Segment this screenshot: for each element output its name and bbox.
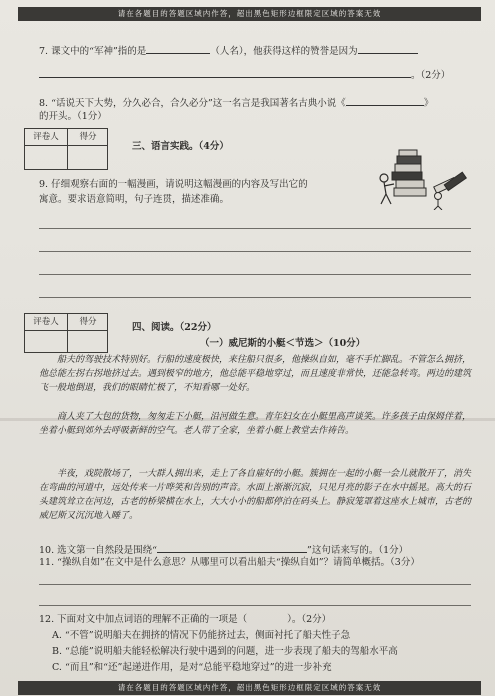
question-11: 11. “操纵自如”在文中是什么意思？从哪里可以看出船夫“操纵自如”？请简单概括。（3分） <box>39 557 420 568</box>
question-7-line2 <box>39 67 450 82</box>
bottom-warning-banner: 请在各题目的答题区域内作答，超出黑色矩形边框限定区域的答案无效 <box>18 681 481 695</box>
question-12-option-b: B. “总能”说明船夫能轻松解决行驶中遇到的问题，进一步表现了船夫的驾船水平高 <box>52 646 398 657</box>
top-warning-banner: 请在各题目的答题区域内作答，超出黑色矩形边框限定区域的答案无效 <box>18 7 481 21</box>
score-box-section-3 <box>24 128 108 170</box>
passage-paragraph-3: 半夜，戏院散场了，一大群人拥出来，走上了各自雇好的小艇。簇拥在一起的小艇一会儿就散开了，消失在弯曲的河道中，远处传来一片哗笑和告别的声音。水面上渐渐沉寂，只见月亮的影子在水中摇晃。高大的石头建筑耸立在河边，古老的桥梁横在水上，大大小小的船都停泊在码头上。静寂笼罩着这座水上城市，古老的威尼斯又沉沉地入睡了。 <box>39 469 472 521</box>
question-7-blank-reason-cont[interactable] <box>39 67 411 78</box>
question-12-option-a: A. “不管”说明船夫在拥挤的情况下仍能挤过去，侧面衬托了船夫性子急 <box>52 630 351 641</box>
question-7-blank-reason[interactable] <box>358 43 418 54</box>
question-7 <box>39 43 418 58</box>
answer-line-q11-2[interactable] <box>39 605 471 606</box>
passage-title: （一）威尼斯的小艇＜节选＞（10分） <box>200 338 366 349</box>
question-8-blank-book[interactable] <box>346 95 424 106</box>
question-10-text-a: 10. 选文第一自然段是围绕“ <box>39 545 157 556</box>
question-9-line2: 寓意。要求语意简明，句子连贯，描述准确。 <box>39 194 230 205</box>
question-8-text-a: 8. “话说天下大势，分久必合，合久必分”这一名言是我国著名古典小说《 <box>39 98 346 109</box>
answer-line-q11-1[interactable] <box>39 584 471 585</box>
score-box-reviewer-label: 评卷人 <box>33 132 59 142</box>
passage-paragraph-2: 商人夹了大包的货物，匆匆走下小艇，沿河做生意。青年妇女在小艇里高声谈笑。许多孩子由保姆伴着，坐着小艇到郊外去呼吸新鲜的空气。老人带了全家，坐着小艇上教堂去作祷告。 <box>39 412 472 436</box>
score-box-score-label: 得分 <box>79 132 97 142</box>
answer-line-q9-3[interactable] <box>39 274 471 275</box>
question-7-blank-name[interactable] <box>146 43 210 54</box>
score-box-section-4 <box>24 313 108 353</box>
question-12-stem: 12. 下面对文中加点词语的理解不正确的一项是（ <box>39 614 248 625</box>
question-12-stem-end: ）。（2分） <box>287 614 332 625</box>
question-9-line1: 9. 仔细观察右面的一幅漫画，请说明这幅漫画的内容及写出它的 <box>39 179 308 190</box>
question-8-line2: 的开头。（1分） <box>39 111 107 122</box>
section-4-title: 四、阅读。（22分） <box>132 322 217 333</box>
question-10 <box>39 542 408 557</box>
passage-paragraph-1: 船夫的驾驶技术特别好。行船的速度极快，来往船只很多，他操纵自如，毫不手忙脚乱。不管怎么拥挤，他总能左拐右拐地挤过去。遇到极窄的地方，他总能平稳地穿过，而且速度非常快，还能急转弯。两边的建筑飞一般地倒退，我们的眼睛忙极了，不知看哪一处好。 <box>39 355 472 393</box>
cartoon-illustration <box>372 148 470 210</box>
question-12 <box>39 613 331 626</box>
question-7-score: 。（2分） <box>411 70 451 81</box>
answer-line-q9-4[interactable] <box>39 297 471 298</box>
score-box-reviewer-label: 评卷人 <box>33 317 59 327</box>
question-12-option-c: C. “而且”和“还”起递进作用，是对“总能平稳地穿过”的进一步补充 <box>52 662 332 673</box>
question-8 <box>39 95 433 110</box>
question-8-text-b: 》 <box>423 98 434 109</box>
answer-line-q9-1[interactable] <box>39 228 471 229</box>
question-7-text-b: （人名），他获得这样的赞誉是因为 <box>210 46 358 57</box>
question-10-blank[interactable] <box>157 542 307 553</box>
question-7-text-a: 7. 课文中的“军神”指的是 <box>39 46 147 57</box>
answer-line-q9-2[interactable] <box>39 251 471 252</box>
score-box-score-label: 得分 <box>79 317 97 327</box>
section-3-title: 三、语言实践。（4分） <box>132 141 229 152</box>
question-10-text-b: ”这句话来写的。（1分） <box>307 545 409 556</box>
